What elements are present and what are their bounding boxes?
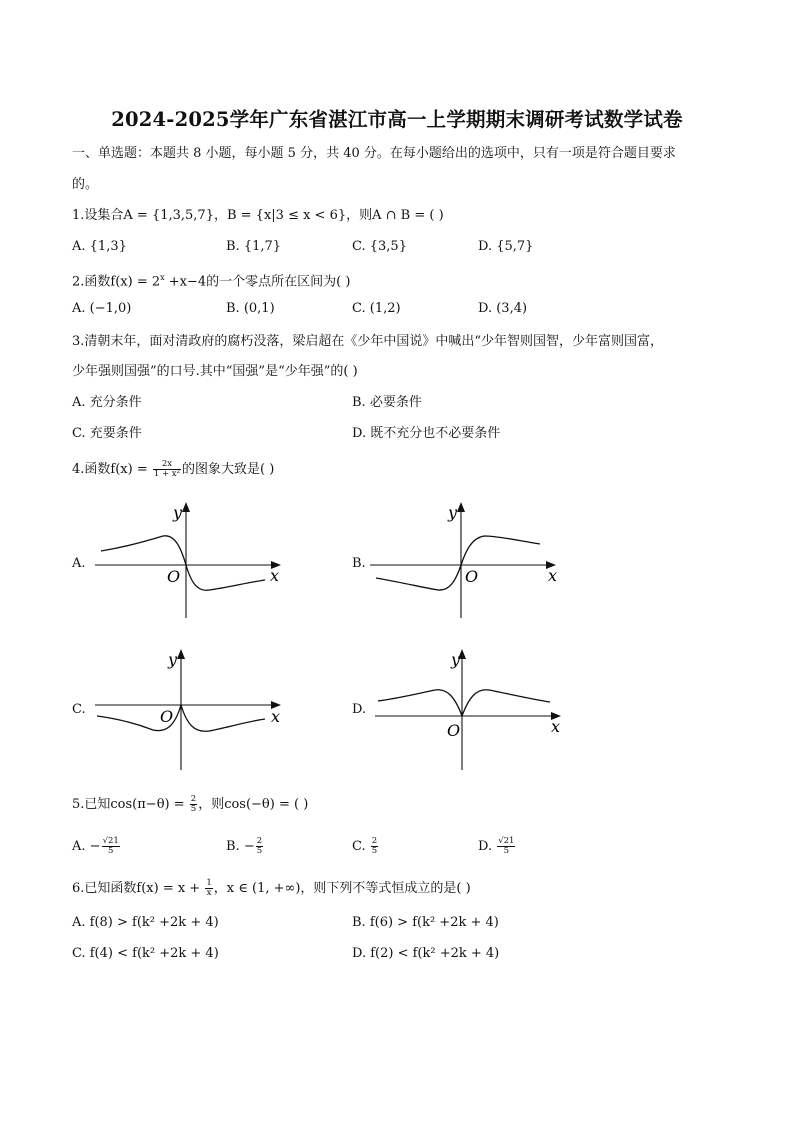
graph-a-curve [101, 536, 265, 590]
q5-option-c-den: 5 [371, 846, 378, 856]
graph-d [375, 645, 570, 775]
graph-b-y-label: y [448, 503, 458, 522]
graph-b [370, 498, 565, 628]
q5-option-c-num: 2 [371, 836, 378, 846]
graph-c-origin: O [160, 707, 174, 726]
graph-b-origin: O [465, 567, 479, 586]
q2-option-d: D. (3,4) [478, 301, 528, 316]
question-6-stem [72, 879, 471, 898]
question-3-stem-line2: 少年强则国强”的口号.其中“国强”是“少年强”的( ) [72, 364, 358, 379]
exam-title: 2024-2025学年广东省湛江市高一上学期期末调研考试数学试卷 [111, 108, 683, 131]
graph-a-y-arrow [182, 502, 190, 512]
q4-fraction-denominator: 1 + x² [153, 469, 180, 479]
q5-option-b-num: 2 [256, 836, 263, 846]
q5-option-b-label: B. [226, 839, 240, 854]
graph-b-x-label: x [548, 566, 558, 585]
q5-fraction [190, 795, 197, 814]
q5-option-a-sign: − [89, 839, 101, 854]
q3-option-d: D. 既不充分也不必要条件 [352, 426, 501, 441]
q6-option-d: D. f(2) < f(k² +2k + 4) [352, 946, 500, 961]
graph-c-y-arrow [177, 649, 185, 659]
question-4-stem [72, 460, 274, 479]
q2-stem-post: +x−4的一个零点所在区间为( ) [164, 274, 351, 290]
graph-b-y-arrow [457, 502, 465, 512]
q2-exponent: x [160, 273, 165, 282]
q5-option-c [352, 837, 379, 856]
q2-option-b: B. (0,1) [226, 301, 275, 316]
question-2-stem [72, 269, 350, 291]
graph-c-label: C. [72, 702, 86, 717]
question-3-stem-line1: 3.清朝末年，面对清政府的腐朽没落，梁启超在《少年中国说》中喊出“少年智则国智，少年富则国富， [72, 334, 664, 349]
question-5-stem [72, 795, 308, 814]
graph-c [95, 645, 290, 775]
graph-c-x-label: x [271, 707, 281, 726]
q1-option-a: A. {1,3} [72, 239, 127, 254]
q5-fraction-numerator: 2 [190, 794, 197, 804]
graph-d-label: D. [352, 702, 367, 717]
q5-option-a-den: 5 [107, 846, 114, 856]
graph-d-y-label: y [451, 650, 461, 669]
q5-option-d-label: D. [478, 839, 493, 854]
section-instructions-line1: 一、单选题：本题共 8 小题，每小题 5 分，共 40 分。在每小题给出的选项中，只有一项是符合题目要求 [72, 146, 676, 161]
q1-option-d: D. {5,7} [478, 239, 534, 254]
q5-option-b-sign: − [243, 839, 255, 854]
q5-option-a-num: √21 [102, 836, 119, 846]
graph-d-x-label: x [551, 717, 561, 736]
q5-stem-post: ，则cos(−θ) = ( ) [198, 797, 309, 812]
graph-c-y-label: y [168, 650, 178, 669]
graph-d-origin: O [447, 721, 461, 740]
q6-stem-post: ，x ∈ (1, +∞)，则下列不等式恒成立的是( ) [213, 881, 471, 896]
q5-fraction-denominator: 5 [190, 804, 197, 814]
q1-option-b: B. {1,7} [226, 239, 282, 254]
q5-option-d-den: 5 [503, 846, 510, 856]
graph-a-label: A. [72, 556, 86, 571]
graph-d-curve-right [462, 690, 550, 716]
q3-option-a: A. 充分条件 [72, 395, 142, 410]
q6-fraction-numerator: 1 [206, 878, 212, 888]
q5-option-a [72, 837, 121, 856]
q6-fraction-denominator: x [206, 888, 212, 898]
q6-option-c: C. f(4) < f(k² +2k + 4) [72, 946, 219, 961]
question-1-stem: 1.设集合A = {1,3,5,7}，B = {x|3 ≤ x < 6}，则A ∩ B = ( ) [72, 208, 444, 223]
q3-option-b: B. 必要条件 [352, 395, 422, 410]
q5-option-a-fraction [102, 837, 120, 856]
graph-a-x-label: x [270, 566, 280, 585]
q3-option-c: C. 充要条件 [72, 426, 142, 441]
q6-stem-pre: 6.已知函数f(x) = x + [72, 881, 201, 896]
q5-option-b [226, 837, 264, 856]
section-instructions-line2: 的。 [72, 177, 99, 192]
q6-option-b: B. f(6) > f(k² +2k + 4) [352, 915, 499, 930]
q5-option-c-fraction [371, 837, 378, 856]
q5-option-a-label: A. [72, 839, 86, 854]
q2-stem-pre: 2.函数f(x) = 2 [72, 274, 161, 290]
q4-stem-pre: 4.函数f(x) = [72, 462, 148, 477]
q2-option-c: C. (1,2) [352, 301, 401, 316]
q2-option-a: A. (−1,0) [72, 301, 132, 316]
graph-b-label: B. [352, 556, 366, 571]
graph-d-curve-left [378, 690, 462, 716]
q5-option-b-den: 5 [256, 846, 263, 856]
q5-option-d-fraction [497, 837, 515, 856]
q6-fraction [205, 879, 212, 898]
q5-option-d-num: √21 [498, 836, 515, 846]
graph-a-y-label: y [173, 503, 183, 522]
q4-fraction-numerator: 2x [153, 460, 181, 470]
graph-a-origin: O [167, 567, 181, 586]
q5-stem-pre: 5.已知cos(π−θ) = [72, 797, 185, 812]
q5-option-b-fraction [256, 837, 263, 856]
q5-option-c-label: C. [352, 839, 366, 854]
graph-a [95, 498, 290, 628]
graph-b-curve [376, 536, 540, 590]
q6-option-a: A. f(8) > f(k² +2k + 4) [72, 915, 219, 930]
q4-stem-post: 的图象大致是( ) [182, 462, 275, 477]
graph-c-curve-right [181, 705, 265, 731]
q4-fraction [153, 460, 181, 479]
q1-option-c: C. {3,5} [352, 239, 407, 254]
q5-option-d [478, 837, 516, 856]
